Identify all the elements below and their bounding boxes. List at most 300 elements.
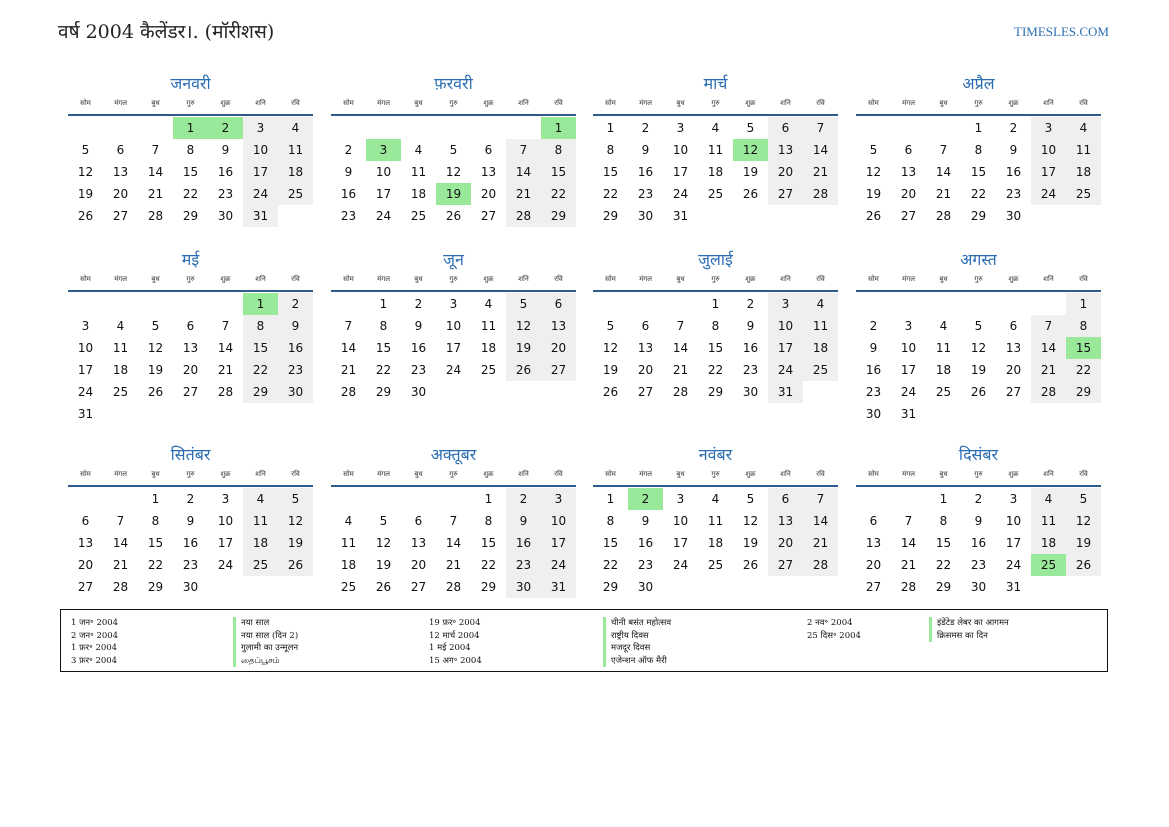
weekday-label: रवि: [1079, 470, 1088, 478]
day-cell: 28: [672, 385, 689, 399]
day-cell: 5: [1066, 488, 1101, 510]
day-cell: 2: [186, 492, 195, 506]
day-cell: 17: [541, 532, 576, 554]
day-cell: 23: [637, 187, 654, 201]
weekday-label: बुध: [151, 470, 160, 478]
weekday-label: शनि: [518, 99, 529, 107]
legend-date: 25 दिस॰ 2004: [807, 630, 861, 641]
day-cell: 13: [410, 536, 427, 550]
weekday-label: मंगल: [377, 99, 390, 107]
weekday-label: मंगल: [639, 275, 652, 283]
weekday-label: शुक्र: [1008, 275, 1019, 283]
weekday-label: शनि: [780, 99, 791, 107]
weekday-label: मंगल: [114, 99, 127, 107]
day-cell: 18: [803, 337, 838, 359]
day-cell: 18: [707, 165, 724, 179]
day-cell: 13: [1005, 341, 1022, 355]
weekday-label: सोम: [868, 99, 879, 107]
day-cell: 5: [379, 514, 388, 528]
day-cell: 3: [243, 117, 278, 139]
empty-cell: [996, 293, 1031, 315]
weekday-label: गुरु: [711, 99, 720, 107]
month-block: [68, 72, 313, 227]
weekday-label: रवि: [291, 99, 300, 107]
day-cell: 11: [803, 315, 838, 337]
day-cell: 4: [939, 319, 948, 333]
day-cell: 9: [641, 143, 650, 157]
day-cell: 15: [541, 161, 576, 183]
day-cell: 7: [506, 139, 541, 161]
day-cell: 29: [602, 209, 619, 223]
day-cell: 18: [410, 187, 427, 201]
day-cell: 14: [900, 536, 917, 550]
day-cell: 22: [480, 558, 497, 572]
day-cell: 24: [768, 359, 803, 381]
day-cell: 4: [414, 143, 423, 157]
day-cell: 8: [484, 514, 493, 528]
site-link[interactable]: TIMESLES.COM: [1014, 24, 1109, 39]
day-cell: 6: [768, 488, 803, 510]
empty-cell: [926, 293, 961, 315]
empty-cell: [401, 488, 436, 510]
day-cell: 6: [869, 514, 878, 528]
weekday-header: [856, 96, 1101, 116]
day-cell: 21: [672, 363, 689, 377]
day-cell: 21: [445, 558, 462, 572]
weekday-label: शनि: [1043, 470, 1054, 478]
day-cell: 22: [707, 363, 724, 377]
weekday-label: शुक्र: [220, 470, 231, 478]
day-cell: 18: [340, 558, 357, 572]
day-cell: 11: [410, 165, 427, 179]
day-cell: 21: [803, 161, 838, 183]
holiday-day-cell: 2: [208, 117, 243, 139]
weekday-label: बुध: [414, 99, 423, 107]
day-cell: 23: [637, 558, 654, 572]
day-cell: 24: [900, 385, 917, 399]
weekday-label: गुरु: [449, 99, 458, 107]
weekday-label: शनि: [1043, 275, 1054, 283]
day-cell: 18: [112, 363, 129, 377]
day-cell: 22: [182, 187, 199, 201]
day-cell: 24: [672, 558, 689, 572]
day-cell: 9: [641, 514, 650, 528]
empty-cell: [331, 488, 366, 510]
day-cell: 13: [77, 536, 94, 550]
day-cell: 13: [768, 139, 803, 161]
day-cell: 23: [506, 554, 541, 576]
holiday-day-cell: 1: [541, 117, 576, 139]
day-cell: 26: [865, 209, 882, 223]
day-cell: 1: [711, 297, 720, 311]
day-cell: 14: [112, 536, 129, 550]
day-cell: 20: [865, 558, 882, 572]
weekday-label: बुध: [939, 99, 948, 107]
day-cell: 12: [506, 315, 541, 337]
day-cell: 26: [147, 385, 164, 399]
day-cell: 28: [803, 183, 838, 205]
day-cell: 11: [707, 143, 724, 157]
day-cell: 19: [147, 363, 164, 377]
weekday-header: [331, 467, 576, 487]
day-cell: 8: [243, 315, 278, 337]
day-cell: 15: [375, 341, 392, 355]
day-cell: 18: [1031, 532, 1066, 554]
day-grid: [856, 116, 1101, 227]
day-cell: 6: [904, 143, 913, 157]
day-cell: 13: [900, 165, 917, 179]
weekday-label: गुरु: [449, 470, 458, 478]
day-cell: 30: [1005, 209, 1022, 223]
weekday-label: गुरु: [186, 99, 195, 107]
day-cell: 11: [707, 514, 724, 528]
day-cell: 19: [742, 165, 759, 179]
day-cell: 20: [77, 558, 94, 572]
month-name: मार्च: [703, 74, 728, 93]
day-cell: 5: [449, 143, 458, 157]
day-cell: 19: [375, 558, 392, 572]
day-cell: 30: [217, 209, 234, 223]
day-cell: 25: [340, 580, 357, 594]
weekday-label: गुरु: [711, 275, 720, 283]
day-cell: 16: [970, 536, 987, 550]
empty-cell: [436, 488, 471, 510]
day-cell: 10: [1031, 139, 1066, 161]
day-cell: 17: [77, 363, 94, 377]
weekday-label: रवि: [1079, 275, 1088, 283]
weekday-label: शनि: [780, 470, 791, 478]
day-cell: 15: [602, 536, 619, 550]
day-cell: 15: [970, 165, 987, 179]
weekday-label: बुध: [414, 470, 423, 478]
month-block: [68, 248, 313, 425]
month-block: [856, 443, 1101, 598]
weekday-label: सोम: [868, 470, 879, 478]
day-cell: 14: [506, 161, 541, 183]
day-cell: 27: [768, 183, 803, 205]
day-cell: 25: [935, 385, 952, 399]
day-cell: 1: [484, 492, 493, 506]
day-cell: 20: [541, 337, 576, 359]
day-grid: [331, 116, 576, 227]
day-cell: 15: [147, 536, 164, 550]
day-cell: 3: [221, 492, 230, 506]
day-cell: 2: [869, 319, 878, 333]
day-cell: 12: [375, 536, 392, 550]
day-cell: 29: [480, 580, 497, 594]
day-cell: 25: [707, 558, 724, 572]
legend-holiday: क्रिसमस का दिन: [937, 630, 988, 641]
day-cell: 8: [606, 514, 615, 528]
holiday-day-cell: 3: [366, 139, 401, 161]
day-cell: 26: [506, 359, 541, 381]
day-cell: 14: [803, 139, 838, 161]
weekday-label: गुरु: [974, 470, 983, 478]
day-cell: 16: [637, 536, 654, 550]
day-cell: 24: [243, 183, 278, 205]
day-grid: [68, 292, 313, 425]
empty-cell: [891, 293, 926, 315]
day-cell: 10: [900, 341, 917, 355]
month-name: जून: [443, 250, 464, 269]
day-cell: 4: [711, 492, 720, 506]
weekday-label: रवि: [816, 470, 825, 478]
day-cell: 29: [147, 580, 164, 594]
day-cell: 11: [1066, 139, 1101, 161]
day-cell: 13: [112, 165, 129, 179]
day-cell: 16: [637, 165, 654, 179]
day-cell: 3: [449, 297, 458, 311]
weekday-label: शुक्र: [483, 275, 494, 283]
day-cell: 11: [112, 341, 129, 355]
weekday-label: मंगल: [639, 470, 652, 478]
weekday-label: सोम: [343, 99, 354, 107]
legend-date: 2 जन॰ 2004: [71, 630, 119, 641]
empty-cell: [68, 117, 103, 139]
day-cell: 1: [151, 492, 160, 506]
empty-cell: [856, 117, 891, 139]
day-cell: 23: [970, 558, 987, 572]
day-cell: 14: [445, 536, 462, 550]
day-cell: 4: [278, 117, 313, 139]
empty-cell: [138, 117, 173, 139]
day-cell: 30: [410, 385, 427, 399]
empty-cell: [401, 117, 436, 139]
day-cell: 8: [379, 319, 388, 333]
day-cell: 25: [480, 363, 497, 377]
day-cell: 22: [602, 187, 619, 201]
day-cell: 10: [672, 514, 689, 528]
day-cell: 7: [1031, 315, 1066, 337]
month-block: [331, 443, 576, 598]
day-cell: 29: [541, 205, 576, 227]
legend-names-1: [233, 617, 298, 667]
day-cell: 16: [742, 341, 759, 355]
day-grid: [856, 487, 1101, 598]
day-cell: 14: [147, 165, 164, 179]
legend-dates-1: [71, 617, 118, 667]
day-cell: 16: [865, 363, 882, 377]
day-cell: 1: [974, 121, 983, 135]
weekday-header: [331, 272, 576, 292]
day-cell: 26: [375, 580, 392, 594]
day-cell: 20: [900, 187, 917, 201]
day-cell: 22: [970, 187, 987, 201]
weekday-label: बुध: [676, 275, 685, 283]
day-cell: 26: [1066, 554, 1101, 576]
day-cell: 30: [742, 385, 759, 399]
day-cell: 30: [637, 580, 654, 594]
day-cell: 20: [1005, 363, 1022, 377]
weekday-label: शनि: [255, 99, 266, 107]
weekday-label: बुध: [939, 470, 948, 478]
day-cell: 20: [768, 161, 803, 183]
day-cell: 7: [344, 319, 353, 333]
day-cell: 31: [768, 381, 803, 403]
weekday-label: बुध: [676, 99, 685, 107]
empty-cell: [961, 293, 996, 315]
day-cell: 1: [379, 297, 388, 311]
day-cell: 7: [803, 488, 838, 510]
weekday-label: शनि: [780, 275, 791, 283]
day-cell: 3: [541, 488, 576, 510]
day-cell: 8: [541, 139, 576, 161]
day-cell: 25: [410, 209, 427, 223]
day-cell: 17: [672, 165, 689, 179]
day-cell: 7: [449, 514, 458, 528]
day-cell: 17: [900, 363, 917, 377]
day-cell: 25: [707, 187, 724, 201]
weekday-label: रवि: [816, 275, 825, 283]
day-cell: 10: [217, 514, 234, 528]
day-cell: 16: [278, 337, 313, 359]
day-cell: 2: [414, 297, 423, 311]
day-cell: 1: [606, 121, 615, 135]
day-cell: 15: [707, 341, 724, 355]
day-cell: 6: [641, 319, 650, 333]
day-cell: 3: [904, 319, 913, 333]
month-name: नवंबर: [698, 445, 733, 464]
day-cell: 23: [182, 558, 199, 572]
weekday-label: सोम: [80, 470, 91, 478]
day-cell: 13: [768, 510, 803, 532]
day-cell: 29: [707, 385, 724, 399]
day-cell: 12: [742, 514, 759, 528]
empty-cell: [891, 117, 926, 139]
day-cell: 28: [112, 580, 129, 594]
day-cell: 24: [1005, 558, 1022, 572]
weekday-label: शुक्र: [745, 275, 756, 283]
day-cell: 10: [243, 139, 278, 161]
day-cell: 22: [243, 359, 278, 381]
day-cell: 26: [77, 209, 94, 223]
weekday-label: शुक्र: [220, 99, 231, 107]
month-name: जुलाई: [698, 250, 733, 269]
day-cell: 29: [970, 209, 987, 223]
day-cell: 9: [506, 510, 541, 532]
month-name: दिसंबर: [958, 445, 999, 464]
legend-date: 12 मार्च 2004: [429, 630, 480, 641]
day-cell: 1: [939, 492, 948, 506]
weekday-label: मंगल: [377, 470, 390, 478]
day-cell: 14: [672, 341, 689, 355]
day-cell: 2: [641, 121, 650, 135]
day-cell: 5: [81, 143, 90, 157]
day-cell: 3: [676, 121, 685, 135]
day-cell: 28: [803, 554, 838, 576]
day-cell: 27: [77, 580, 94, 594]
day-cell: 4: [1031, 488, 1066, 510]
empty-cell: [208, 293, 243, 315]
day-cell: 3: [81, 319, 90, 333]
day-cell: 10: [1005, 514, 1022, 528]
day-cell: 4: [711, 121, 720, 135]
day-cell: 11: [480, 319, 497, 333]
weekday-label: रवि: [1079, 99, 1088, 107]
day-cell: 4: [803, 293, 838, 315]
day-cell: 22: [935, 558, 952, 572]
day-cell: 8: [974, 143, 983, 157]
empty-cell: [891, 488, 926, 510]
day-cell: 27: [541, 359, 576, 381]
weekday-label: सोम: [343, 275, 354, 283]
day-cell: 7: [803, 117, 838, 139]
day-cell: 24: [1031, 183, 1066, 205]
day-cell: 10: [445, 319, 462, 333]
day-cell: 6: [768, 117, 803, 139]
day-cell: 7: [116, 514, 125, 528]
weekday-label: रवि: [554, 99, 563, 107]
day-cell: 10: [541, 510, 576, 532]
day-cell: 16: [1005, 165, 1022, 179]
day-cell: 27: [112, 209, 129, 223]
day-cell: 27: [182, 385, 199, 399]
day-cell: 15: [182, 165, 199, 179]
day-cell: 28: [340, 385, 357, 399]
day-cell: 28: [147, 209, 164, 223]
day-cell: 31: [1005, 580, 1022, 594]
empty-cell: [68, 293, 103, 315]
weekday-label: गुरु: [974, 99, 983, 107]
day-cell: 7: [904, 514, 913, 528]
day-cell: 28: [217, 385, 234, 399]
day-cell: 26: [970, 385, 987, 399]
day-cell: 13: [637, 341, 654, 355]
day-cell: 31: [672, 209, 689, 223]
day-cell: 14: [803, 510, 838, 532]
weekday-header: [331, 96, 576, 116]
day-cell: 25: [278, 183, 313, 205]
day-cell: 18: [935, 363, 952, 377]
day-cell: 5: [278, 488, 313, 510]
day-cell: 25: [112, 385, 129, 399]
day-cell: 12: [865, 165, 882, 179]
day-cell: 28: [445, 580, 462, 594]
day-cell: 14: [340, 341, 357, 355]
day-cell: 15: [602, 165, 619, 179]
day-cell: 12: [1066, 510, 1101, 532]
weekday-header: [593, 96, 838, 116]
empty-cell: [138, 293, 173, 315]
weekday-header: [593, 272, 838, 292]
month-block: [331, 72, 576, 227]
day-cell: 27: [900, 209, 917, 223]
day-cell: 10: [768, 315, 803, 337]
weekday-label: बुध: [939, 275, 948, 283]
empty-cell: [366, 488, 401, 510]
day-cell: 6: [1009, 319, 1018, 333]
empty-cell: [628, 293, 663, 315]
day-cell: 4: [484, 297, 493, 311]
day-cell: 3: [1031, 117, 1066, 139]
day-cell: 16: [340, 187, 357, 201]
empty-cell: [173, 293, 208, 315]
day-cell: 10: [672, 143, 689, 157]
day-cell: 30: [637, 209, 654, 223]
day-cell: 27: [768, 554, 803, 576]
legend-date: 1 फ़र॰ 2004: [71, 643, 118, 653]
day-cell: 2: [506, 488, 541, 510]
empty-cell: [366, 117, 401, 139]
weekday-label: शुक्र: [483, 99, 494, 107]
day-cell: 12: [602, 341, 619, 355]
day-cell: 12: [147, 341, 164, 355]
day-cell: 15: [480, 536, 497, 550]
day-cell: 17: [217, 536, 234, 550]
weekday-label: सोम: [343, 470, 354, 478]
day-cell: 28: [935, 209, 952, 223]
day-cell: 19: [77, 187, 94, 201]
